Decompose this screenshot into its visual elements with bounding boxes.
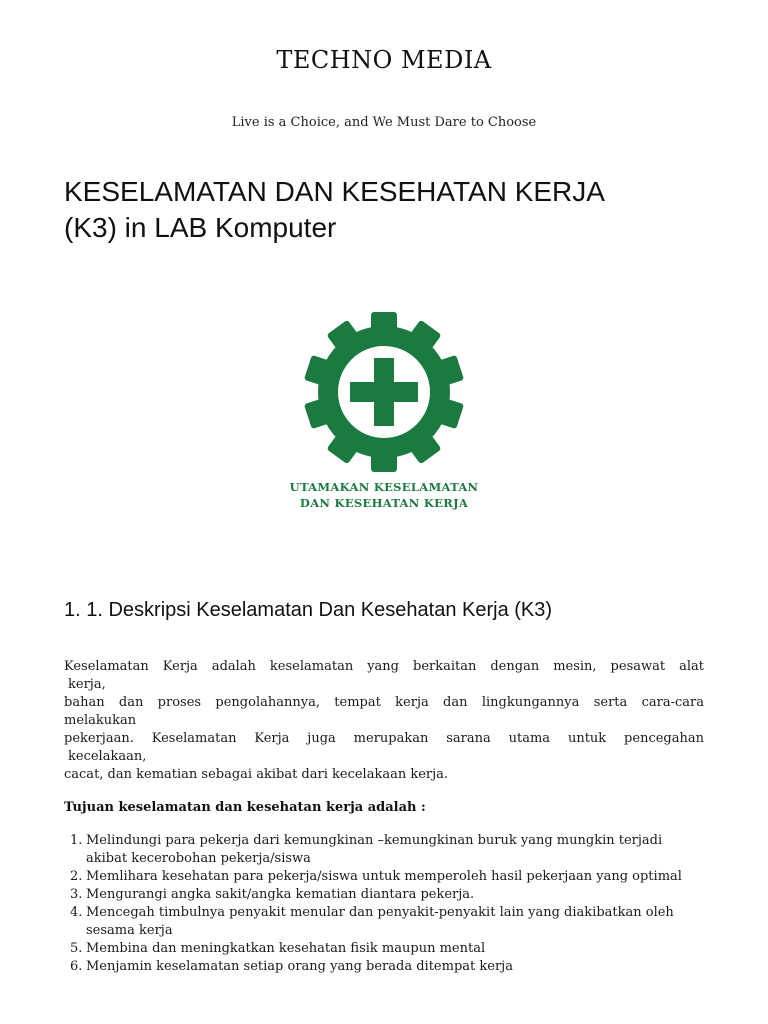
document-title-line1: KESELAMATAN DAN KESEHATAN KERJA [64,176,605,207]
list-item [64,868,704,886]
list-item [64,886,704,904]
list-item [64,832,704,868]
goal-text: Mencegah timbulnya penyakit menular dan penyakit-penyakit lain yang diakibatkan oleh sesama kerja [86,905,674,938]
list-number: 5. [70,941,83,956]
list-number: 4. [70,905,83,920]
document-title [64,174,704,246]
k3-gear-cross-icon [270,312,498,472]
list-number: 6. [70,959,83,974]
paragraph-line: kecelakaan, [68,749,147,764]
site-title: TECHNO MEDIA [276,46,492,74]
goal-text: Menjamin keselamatan setiap orang yang berada ditempat kerja [86,959,513,974]
logo-text-line2: DAN KESEHATAN KERJA [299,496,469,510]
tagline: Live is a Choice, and We Must Dare to Choose [231,115,537,130]
paragraph-line: melakukan [64,713,137,728]
logo-text-line1: UTAMAKAN KESELAMATAN [289,480,479,494]
list-number: 3. [70,887,83,902]
document-title-line2: (K3) in LAB Komputer [64,212,337,243]
list-item [64,904,704,940]
paragraph-line: pekerjaan. Keselamatan Kerja juga merupakan sarana utama untuk pencegahan [64,731,704,746]
goals-heading: Tujuan keselamatan dan kesehatan kerja adalah : [64,800,426,815]
goal-text: Membina dan meningkatkan kesehatan fisik maupun mental [86,941,486,956]
goal-text: Melindungi para pekerja dari kemungkinan –kemungkinan buruk yang mungkin terjadi akibat kecerobohan pekerja/siswa [86,833,663,866]
paragraph-line: Keselamatan Kerja adalah keselamatan yang berkaitan dengan mesin, pesawat alat [64,659,704,674]
goal-text: Mengurangi angka sakit/angka kematian diantara pekerja. [86,887,475,902]
paragraph-line: cacat, dan kematian sebagai akibat dari kecelakaan kerja. [64,767,449,782]
section-heading: 1. 1. Deskripsi Keselamatan Dan Kesehatan Kerja (K3) [64,599,553,621]
description-paragraph [64,658,704,784]
goal-text: Memlihara kesehatan para pekerja/siswa untuk memperoleh hasil pekerjaan yang optimal [86,869,682,884]
list-number: 1. [70,833,83,848]
paragraph-line: kerja, [68,677,106,692]
list-number: 2. [70,869,83,884]
goals-list [64,832,704,976]
k3-logo [270,312,498,512]
paragraph-line: bahan dan proses pengolahannya, tempat kerja dan lingkungannya serta cara-cara [64,695,704,710]
list-item [64,958,704,976]
list-item [64,940,704,958]
